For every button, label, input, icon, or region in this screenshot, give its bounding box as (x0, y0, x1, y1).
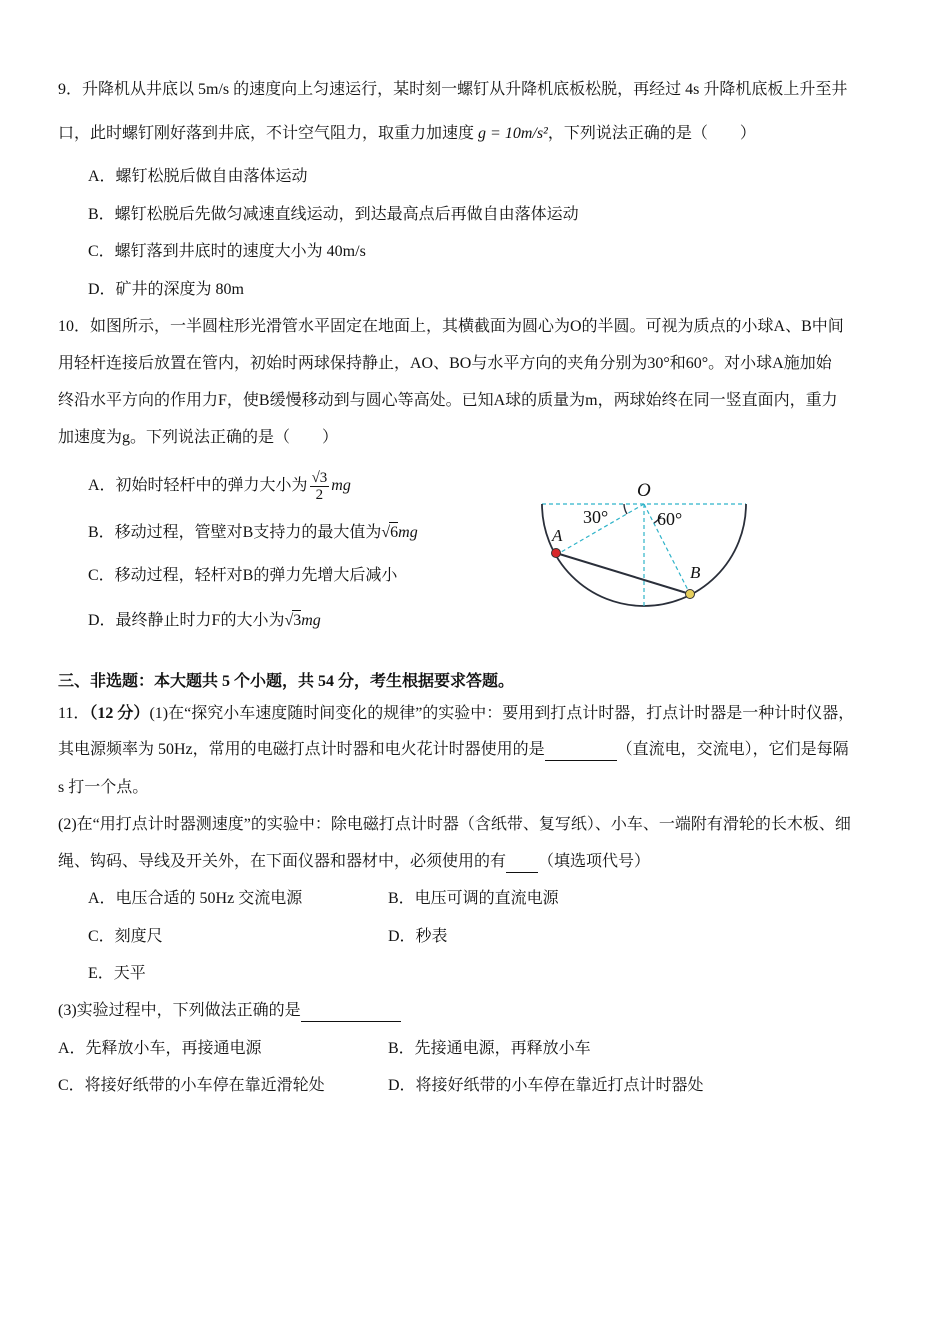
light-rod (556, 553, 690, 594)
q10-option-b-text: B．移动过程，管壁对B支持力的最大值为 (88, 524, 382, 541)
q10-option-a (88, 470, 351, 503)
q11-part1-text: (1)在“探究小车速度随时间变化的规律”的实验中：要用到打点计时器，打点计时器是一种计时仪器， (149, 705, 855, 722)
q10-option-b: B．移动过程，管壁对B支持力的最大值为√6mg (88, 524, 418, 541)
ball-a (552, 549, 561, 558)
q10-option-d-radicand: 3 (293, 612, 302, 629)
answer-blank-power-type[interactable] (545, 740, 617, 761)
q9-option-a: A．螺钉松脱后做自由落体运动 (88, 168, 308, 185)
q9-gravity-formula: g = 10m/s² (478, 125, 548, 142)
q10-option-d-text: D．最终静止时力F的大小为 (88, 612, 285, 629)
q9-stem-line2 (58, 124, 756, 144)
label-o: O (637, 480, 651, 501)
q9-option-b: B．螺钉松脱后先做匀减速直线运动，到达最高点后再做自由落体运动 (88, 206, 579, 223)
q11-part3-option-d: D．将接好纸带的小车停在靠近打点计时器处 (388, 1077, 704, 1094)
q10-stem-line1: 10．如图所示，一半圆柱形光滑管水平固定在地面上，其横截面为圆心为O的半圆。可视为质点的小球A、B中间 (58, 318, 844, 335)
q11-part3-option-b: B．先接通电源，再释放小车 (388, 1040, 591, 1057)
q10-option-a-fraction (310, 470, 330, 503)
q10-option-d-unit: mg (301, 612, 321, 629)
q9-stem-line2-tail: ，下列说法正确的是（ ） (547, 125, 756, 142)
q11-part2-line1: (2)在“用打点计时器测速度”的实验中：除电磁打点计时器（含纸带、复写纸）、小车、一端附有滑轮的长木板、细 (58, 816, 851, 833)
answer-blank-procedure[interactable] (301, 1001, 401, 1022)
angle-label-60: 60° (657, 509, 683, 529)
q10-option-a-unit: mg (331, 477, 351, 495)
q10-stem-line2: 用轻杆连接后放置在管内，初始时两球保持静止，AO、BO与水平方向的夹角分别为30°和60°。对小球A施加始 (58, 355, 832, 372)
semicircle-tube-figure (530, 476, 760, 616)
q11-score: （12 分） (89, 705, 150, 722)
q11-part3-option-c: C．将接好纸带的小车停在靠近滑轮处 (58, 1077, 325, 1094)
q10-stem-line4: 加速度为g。下列说法正确的是（ ） (58, 429, 339, 446)
q11-stem-line3: s 打一个点。 (58, 779, 149, 796)
q11-part2-line2 (58, 852, 650, 873)
q9-stem-line1: 9．升降机从井底以 5m/s 的速度向上匀速运行，某时刻一螺钉从升降机底板松脱，再经过 4s 升降机底板上升至井 (58, 81, 848, 98)
q10-option-a-text: A．初始时轻杆中的弹力大小为 (88, 477, 308, 495)
q11-line2-text: 其电源频率为 50Hz，常用的电磁打点计时器和电火花计时器使用的是 (58, 741, 545, 758)
q9-stem-line2-text: 口，此时螺钉刚好落到井底，不计空气阻力，取重力加速度 (58, 125, 479, 142)
q11-part2-option-c: C．刻度尺 (88, 928, 163, 945)
q11-part2-option-b: B．电压可调的直流电源 (388, 890, 559, 907)
q10-option-d: D．最终静止时力F的大小为√3mg (88, 612, 321, 629)
section-3-heading: 三、非选题：本大题共 5 个小题，共 54 分，考生根据要求答题。 (58, 673, 515, 690)
q11-number: 11． (58, 705, 90, 722)
label-b: B (690, 563, 701, 582)
q11-part3-line (58, 1001, 401, 1022)
q11-stem-line2 (58, 740, 849, 761)
q11-part2-option-e: E．天平 (88, 965, 146, 982)
q10-stem-line3: 终沿水平方向的作用力F，使B缓慢移动到与圆心等高处。已知A球的质量为m，两球始终在同一竖直面内，重力 (58, 392, 838, 409)
fraction-numerator: √3 (311, 470, 328, 486)
ball-b (686, 590, 695, 599)
q11-part3-option-a: A．先释放小车，再接通电源 (58, 1040, 262, 1057)
label-a: A (552, 526, 563, 545)
q10-option-b-unit: mg (398, 524, 418, 541)
answer-blank-equipment[interactable] (506, 852, 538, 873)
angle-arc-30 (624, 504, 627, 514)
q11-part3-text: (3)实验过程中，下列做法正确的是 (58, 1002, 301, 1019)
q11-stem-line1 (58, 704, 854, 724)
q9-option-d: D．矿井的深度为 80m (88, 281, 245, 298)
fraction-denominator: 2 (315, 487, 324, 503)
q11-line2-tail: （直流电，交流电），它们是每隔 (616, 741, 849, 758)
q9-option-c: C．螺钉落到井底时的速度大小为 40m/s (88, 243, 366, 260)
q11-part2-option-d: D．秒表 (388, 928, 448, 945)
q11-part2-line2-text: 绳、钩码、导线及开关外，在下面仪器和器材中，必须使用的有 (58, 853, 507, 870)
q11-part2-option-a: A．电压合适的 50Hz 交流电源 (88, 890, 303, 907)
q11-part2-line2-tail: （填选项代号） (538, 853, 651, 870)
q10-option-b-radicand: 6 (390, 524, 399, 541)
q10-option-c: C．移动过程，轻杆对B的弹力先增大后减小 (88, 567, 398, 584)
angle-label-30: 30° (583, 507, 609, 527)
